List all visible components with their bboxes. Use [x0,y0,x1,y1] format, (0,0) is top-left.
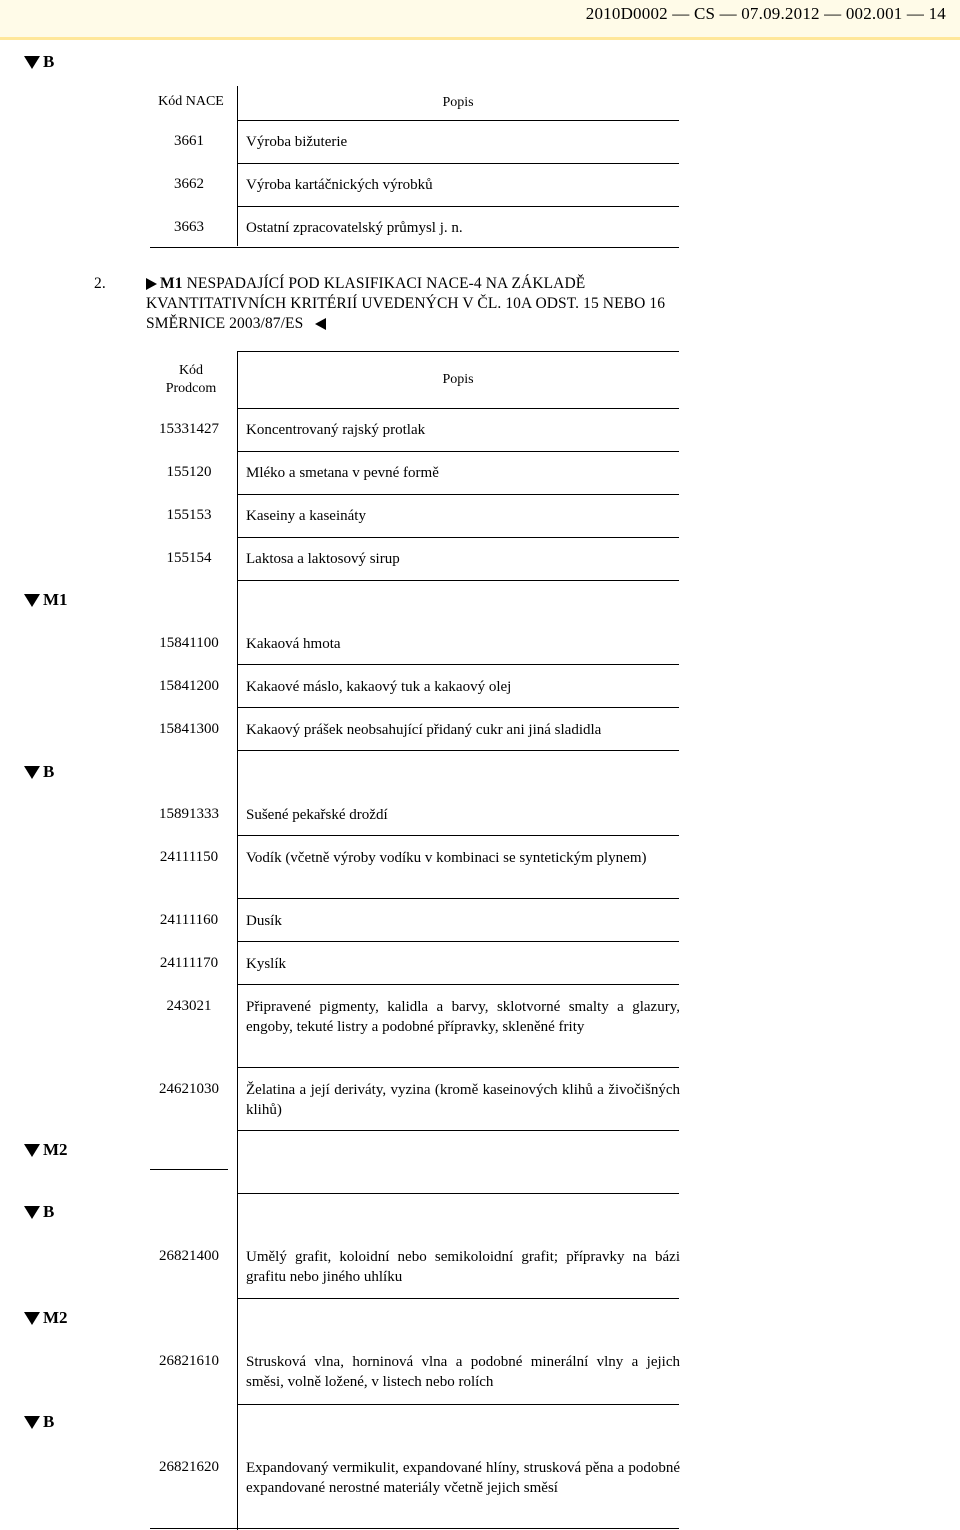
table-row-code: 15841200 [159,678,219,694]
row-rule [237,580,679,581]
row-rule [237,1193,679,1194]
amendment-marker-b: B [24,1202,54,1222]
table-row-code: 3662 [174,176,204,192]
table-row-description: Kakaová hmota [246,636,341,652]
table-row-description: Kakaové máslo, kakaový tuk a kakaový olej [246,679,512,695]
table-bottom-rule [150,247,679,248]
table-row-description: Kakaový prášek neobsahující přidaný cukr ani jiná sladidla [246,722,602,738]
deleted-entry-dash [150,1169,228,1170]
table-row-code: 15331427 [159,421,219,437]
document-header [0,0,960,40]
amendment-end-arrow-icon [315,318,326,330]
row-rule [237,750,679,751]
triangle-down-icon [24,594,40,607]
row-rule [237,1067,679,1068]
table-row-code: 26821400 [159,1248,219,1264]
table-row-code: 26821620 [159,1459,219,1475]
amendment-marker-b: B [24,762,54,782]
amendment-marker-b: B [24,52,54,72]
table-row-description: Strusková vlna, horninová vlna a podobné minerální vlny a jejich směsi, volně ložené, v listech nebo rolích [246,1354,680,1390]
amendment-marker-b: B [24,1412,54,1432]
table-row-code: 24111170 [159,955,219,971]
triangle-down-icon [24,1144,40,1157]
table-row-code: 26821610 [159,1353,219,1369]
table-row-code: 24111150 [159,849,219,865]
triangle-down-icon [24,1312,40,1325]
amendment-start-arrow-icon [146,278,157,290]
table-row-description: Laktosa a laktosový sirup [246,551,400,567]
table-row-description: Kyslík [246,956,287,972]
row-rule [237,1130,679,1131]
triangle-down-icon [24,1206,40,1219]
section-number: 2. [94,275,106,292]
table-row-description: Koncentrovaný rajský protlak [246,422,426,438]
table-row-description: Expandovaný vermikulit, expandované hlíny, strusková pěna a podobné expandované nerostné materiály včetně jejich směsí [246,1460,680,1496]
triangle-down-icon [24,1416,40,1429]
amendment-marker-m2: M2 [24,1140,68,1160]
table-row-code: 3663 [174,219,204,235]
table-row-description: Sušené pekařské droždí [246,807,388,823]
row-rule [237,984,679,985]
table-row-description: Vodík (včetně výroby vodíku v kombinaci se syntetickým plynem) [246,850,647,866]
document-reference: 2010D0002 — CS — 07.09.2012 — 002.001 — 14 [585,4,946,23]
table-row-code: 24621030 [159,1081,219,1097]
triangle-down-icon [24,766,40,779]
row-rule [237,941,679,942]
column-header-code: Kód NACE [158,94,224,109]
header-rule [237,408,679,409]
table-row-description: Želatina a její deriváty, vyzina (kromě kaseinových klihů a živočišných klihů) [246,1082,680,1118]
row-rule [237,835,679,836]
table-row-code: 155120 [166,464,212,480]
table-top-rule [237,351,679,352]
row-rule [237,1298,679,1299]
table-row-description: Kaseiny a kaseináty [246,508,366,524]
row-rule [237,537,679,538]
table-bottom-rule [150,1528,679,1529]
amendment-reference: M1 [160,275,183,292]
row-rule [237,707,679,708]
table-row-code: 3661 [174,133,204,149]
table-row-code: 15841100 [159,635,219,651]
triangle-down-icon [24,56,40,69]
table-row-description: Připravené pigmenty, kalidla a barvy, sklotvorné smalty a glazury, engoby, tekuté listry a podobné přípravky, skleněné frity [246,999,680,1035]
table-row-description: Mléko a smetana v pevné formě [246,465,439,481]
table-row-description: Ostatní zpracovatelský průmysl j. n. [246,220,463,236]
amendment-marker-m2: M2 [24,1308,68,1328]
section-title-text: NESPADAJÍCÍ POD KLASIFIKACI NACE-4 NA ZÁKLADĚ KVANTITATIVNÍCH KRITÉRIÍ UVEDENÝCH V ČL. 10A ODST. 15 NEBO 16 SMĚRNICE 2003/87/ES [146,275,666,332]
table-row-code: 155153 [166,507,212,523]
table-row-description: Umělý grafit, koloidní nebo semikoloidní grafit; přípravky na bázi grafitu nebo jiného uhlíku [246,1249,680,1285]
column-header-code: Kód Prodcom [165,363,217,396]
amendment-marker-m1: M1 [24,590,68,610]
row-rule [237,1404,679,1405]
row-rule [237,163,679,164]
table-row-code: 15891333 [159,806,219,822]
table-row-description: Výroba kartáčnických výrobků [246,177,433,193]
row-rule [237,451,679,452]
column-header-description: Popis [442,95,474,110]
row-rule [237,206,679,207]
table-row-code: 155154 [166,550,212,566]
table-row-code: 243021 [166,998,212,1014]
row-rule [237,898,679,899]
row-rule [237,494,679,495]
table-row-description: Výroba bižuterie [246,134,348,150]
table-row-code: 15841300 [159,721,219,737]
table-row-description: Dusík [246,913,282,929]
table-row-code: 24111160 [159,912,219,928]
row-rule [237,664,679,665]
header-rule [237,120,679,121]
column-header-description: Popis [442,372,474,387]
